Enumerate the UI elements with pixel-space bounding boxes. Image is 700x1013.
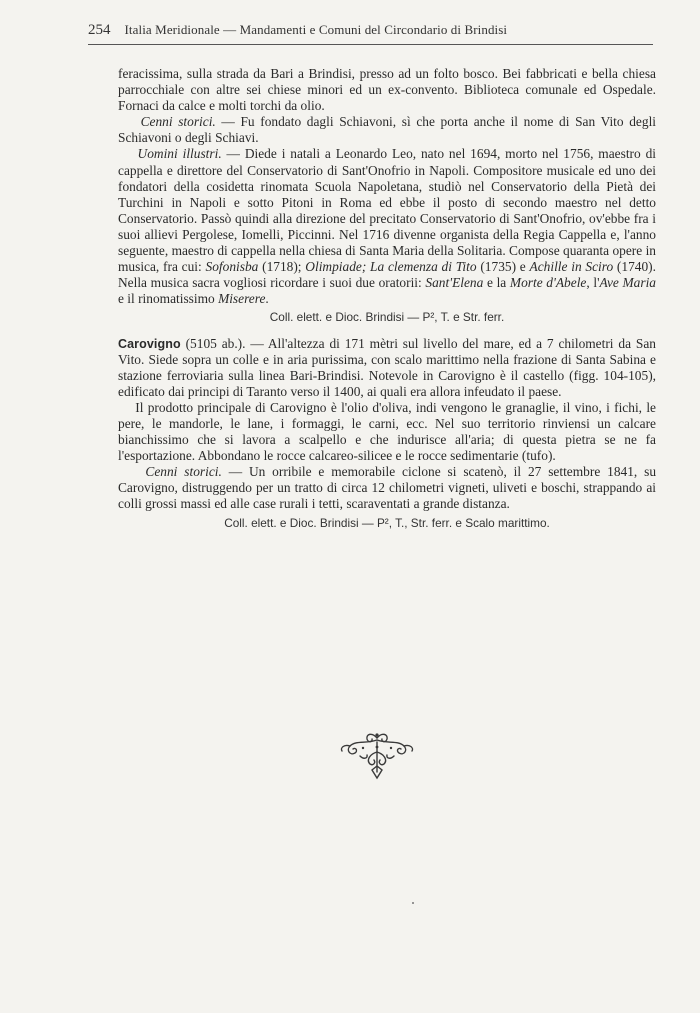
uomini-illustri-paragraph [118,146,656,307]
work-title: Ave Maria [599,275,656,291]
work-title: Miserere [218,291,266,307]
carovigno-cenni-paragraph [118,464,656,512]
cenni-storici-text: — Fu fondato dagli Schiavoni, sì che porta anche il nome di San Vito degli Schiavoni o degli Schiavi. [118,114,657,146]
running-header [88,22,653,39]
conjunction: e il rinomatissimo [118,291,219,307]
printing-dot [412,902,414,904]
entry-gap [118,326,656,336]
work-title: Olimpiade; La clemenza di Tito [305,259,477,275]
continuation-paragraph [118,66,656,114]
cenni-storici-paragraph [118,114,656,146]
prodotto-paragraph [118,400,656,464]
floral-ornament-icon [336,730,418,782]
entry-name: Carovigno [118,336,181,351]
cenni-storici-label: Cenni storici. [140,114,216,130]
page-number: 254 [88,22,111,38]
work-title: Sant'Elena [425,275,484,291]
conjunction: e la [483,275,510,291]
work-year: (1718); [258,259,306,275]
sources-line: Coll. elett. e Dioc. Brindisi — P², T. e Str. ferr. [269,310,505,325]
uomini-illustri-label: Uomini illustri. [137,146,222,162]
cenni-storici-label: Cenni storici. [145,464,222,480]
carovigno-intro-paragraph [118,336,656,400]
work-title: Achille in Sciro [529,259,614,275]
cenni-storici-text: — Un orribile e memorabile ciclone si scatenò, il 27 settembre 1841, su Carovigno, distruggendo per un tratto di circa 12 chilometri vigneti, uliveti e boschi, strappando ai colli grossi massi ed alle case rurali i tetti, scaraventati a grande distanza. [118,464,657,512]
conjunction: , l' [586,275,600,291]
work-title: Sofonisba [205,259,259,275]
uomini-illustri-text: — Diede i natali a Leonardo Leo, nato nel 1694, morto nel 1756, maestro di cappella e direttore del Conservatorio di Sant'Onofrio in Napoli. Compositore musicale ed uno dei fondatori della cosidetta rinomata Scuola Napoletana, studiò nel Conservatorio della Pietà dei Turchini in Napoli e sotto Pitoni in Roma ed ebbe il posto di secondo maestro nel detto Conservatorio. Passò quindi alla direzione del precitato Conservatorio di Sant'Onofrio, ov'ebbe fra i suoi allievi Pergolese, Iomelli, Piccinni. Nel 1716 divenne organista della Regia Cappella e, l'anno seguente, maestro di cappella nella chiesa di Santa Maria della Solitaria. Compose quaranta opere in musica, fra cui: [118,146,657,275]
work-year: (1735) e [476,259,530,275]
body-text [118,66,656,531]
sources-line: Coll. elett. e Dioc. Brindisi — P², T., Str. ferr. e Scalo marittimo. [224,515,550,530]
continuation-text: feracissima, sulla strada da Bari a Brindisi, presso ad un folto bosco. Bei fabbricati e bella chiesa parrocchiale con altre sei chiese minori ed un ex-convento. Biblioteca comunale ed Ospedale. Fornaci da calce e molti torchi da olio. [118,66,656,114]
work-title: Morte d'Abele [509,275,587,291]
prodotto-text: Il prodotto principale di Carovigno è l'olio d'oliva, indi vengono le granaglie, il vino, i fichi, le pere, le mandorle, le lane, i formaggi, le carni, ecc. Nel suo territorio rinviensi un calcare bianchissimo che si lavora a scalpello e che indurisce all'aria; di questa pietra se ne fa l'esportazione. Abbondano le rocce calcareo-silicee e le rocce sedimentarie (tufo). [118,399,656,464]
work-year: (1740). Nella musica sacra vogliosi ricordare i suoi due oratorii: [118,259,656,291]
header-rule [88,44,653,45]
sentence-end: . [265,291,269,307]
carovigno-intro-text: (5105 ab.). — All'altezza di 171 mètri sul livello del mare, ed a 7 chilometri da San Vito. Siede sopra un colle e in aria purissima, con scalo marittimo nella frazione di Santa Sabina e stazione ferroviaria sulla linea Bari-Brindisi. Notevole in Carovigno è il castello (figg. 104-105), edificato dai principi di Taranto verso il 1400, ai quali era allora infeudato il paese. [118,335,656,399]
running-title: Italia Meridionale — Mandamenti e Comuni del Circondario di Brindisi [124,22,508,37]
